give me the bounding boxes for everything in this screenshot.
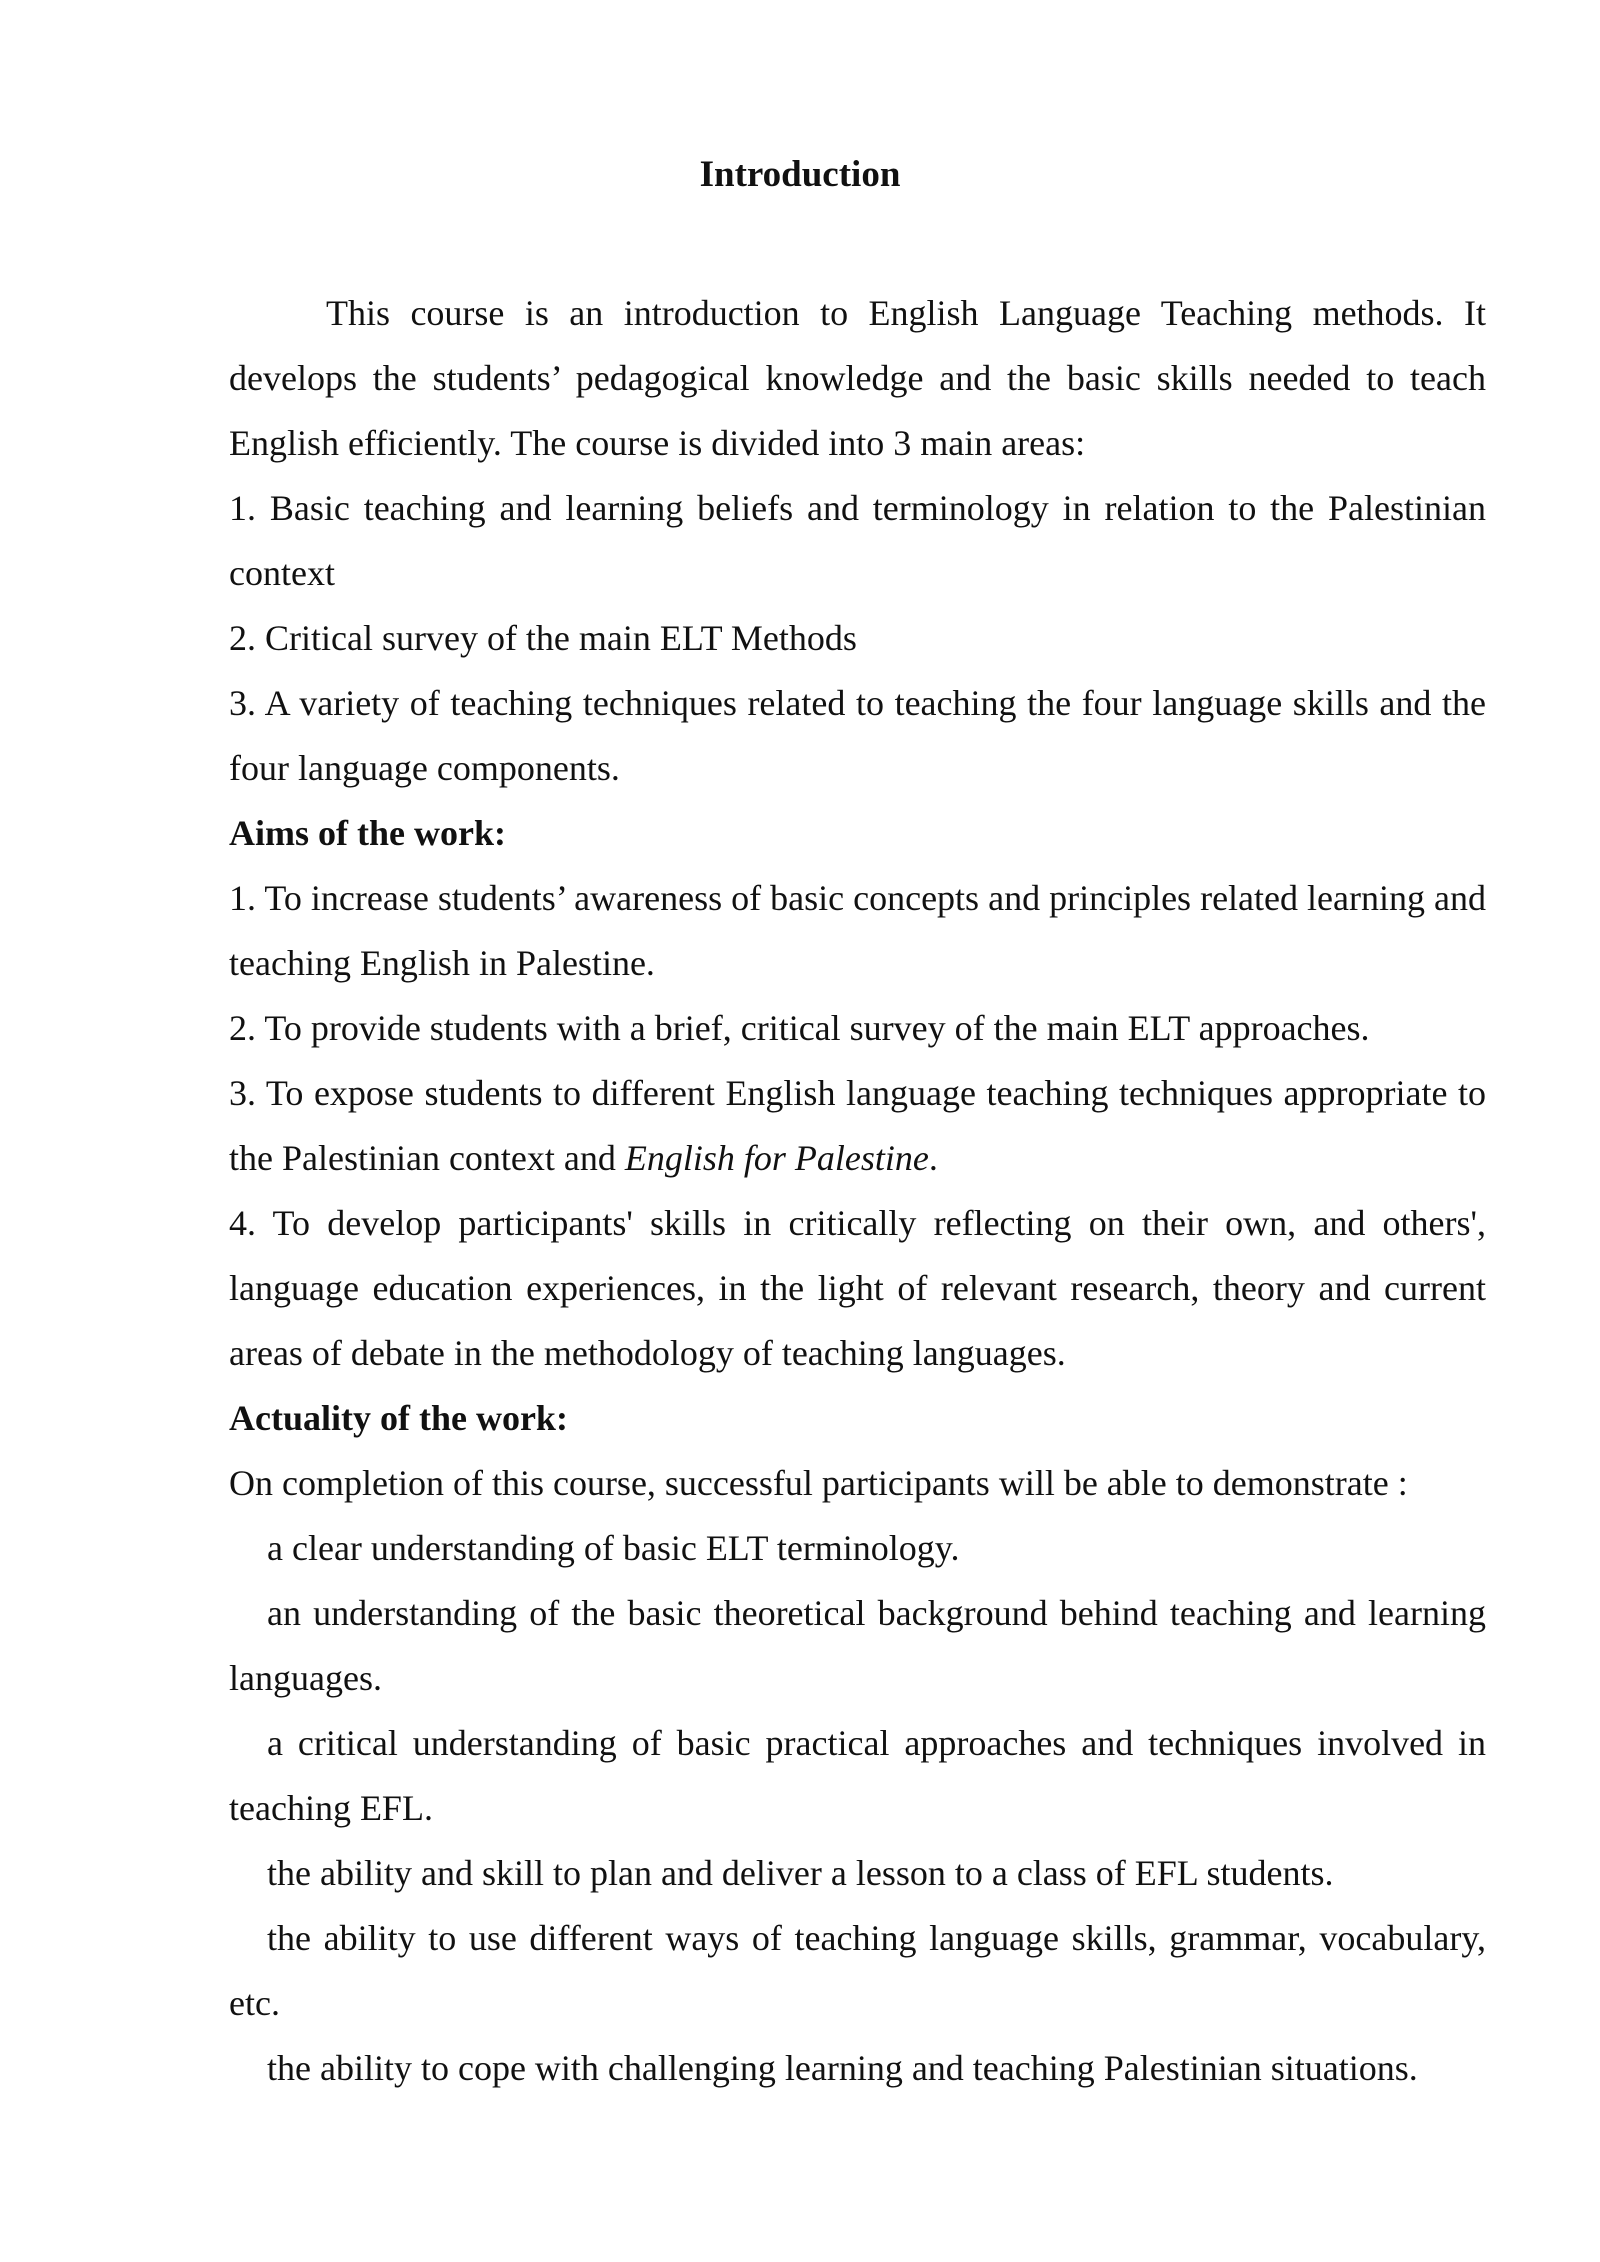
area-item: 2. Critical survey of the main ELT Methods (229, 618, 857, 658)
aim-item: 1. To increase students’ awareness of basic concepts and principles related learning and teaching English in Palestine. (229, 878, 1486, 983)
intro-paragraph: This course is an introduction to English Language Teaching methods. It develops the students’ pedagogical knowledge and the basic skills needed to teach English efficiently. The course is divided into 3 main areas: (229, 293, 1486, 463)
actuality-lead: On completion of this course, successful participants will be able to demonstrate : (229, 1463, 1408, 1503)
aim-item (229, 1061, 1486, 1191)
page-title: Introduction (699, 154, 901, 195)
aim-item: 4. To develop participants' skills in critically reflecting on their own, and others', language education experiences, in the light of relevant research, theory and current areas of debate in the methodology of teaching languages. (229, 1203, 1486, 1373)
outcome-item: the ability to cope with challenging learning and teaching Palestinian situations. (267, 2048, 1418, 2088)
outcome-item: a critical understanding of basic practical approaches and techniques involved in teaching EFL. (229, 1723, 1486, 1828)
outcome-item: the ability to use different ways of teaching language skills, grammar, vocabulary, etc. (229, 1918, 1486, 2023)
aim-item: 2. To provide students with a brief, critical survey of the main ELT approaches. (229, 1008, 1370, 1048)
aim-item-text: 3. To expose students to different English language teaching techniques appropriate to the Palestinian context and (229, 1073, 1486, 1178)
outcome-item: a clear understanding of basic ELT terminology. (267, 1528, 960, 1568)
document-body (229, 281, 1486, 2101)
aims-heading: Aims of the work: (229, 813, 506, 853)
outcome-item: an understanding of the basic theoretical background behind teaching and learning languages. (229, 1593, 1486, 1698)
book-title: English for Palestine (624, 1138, 929, 1178)
area-item: 3. A variety of teaching techniques related to teaching the four language skills and the four language components. (229, 683, 1486, 788)
area-item: 1. Basic teaching and learning beliefs and terminology in relation to the Palestinian context (229, 488, 1486, 593)
aim-item-end: . (928, 1138, 938, 1178)
outcome-item: the ability and skill to plan and deliver a lesson to a class of EFL students. (267, 1853, 1334, 1893)
actuality-heading: Actuality of the work: (229, 1398, 568, 1438)
